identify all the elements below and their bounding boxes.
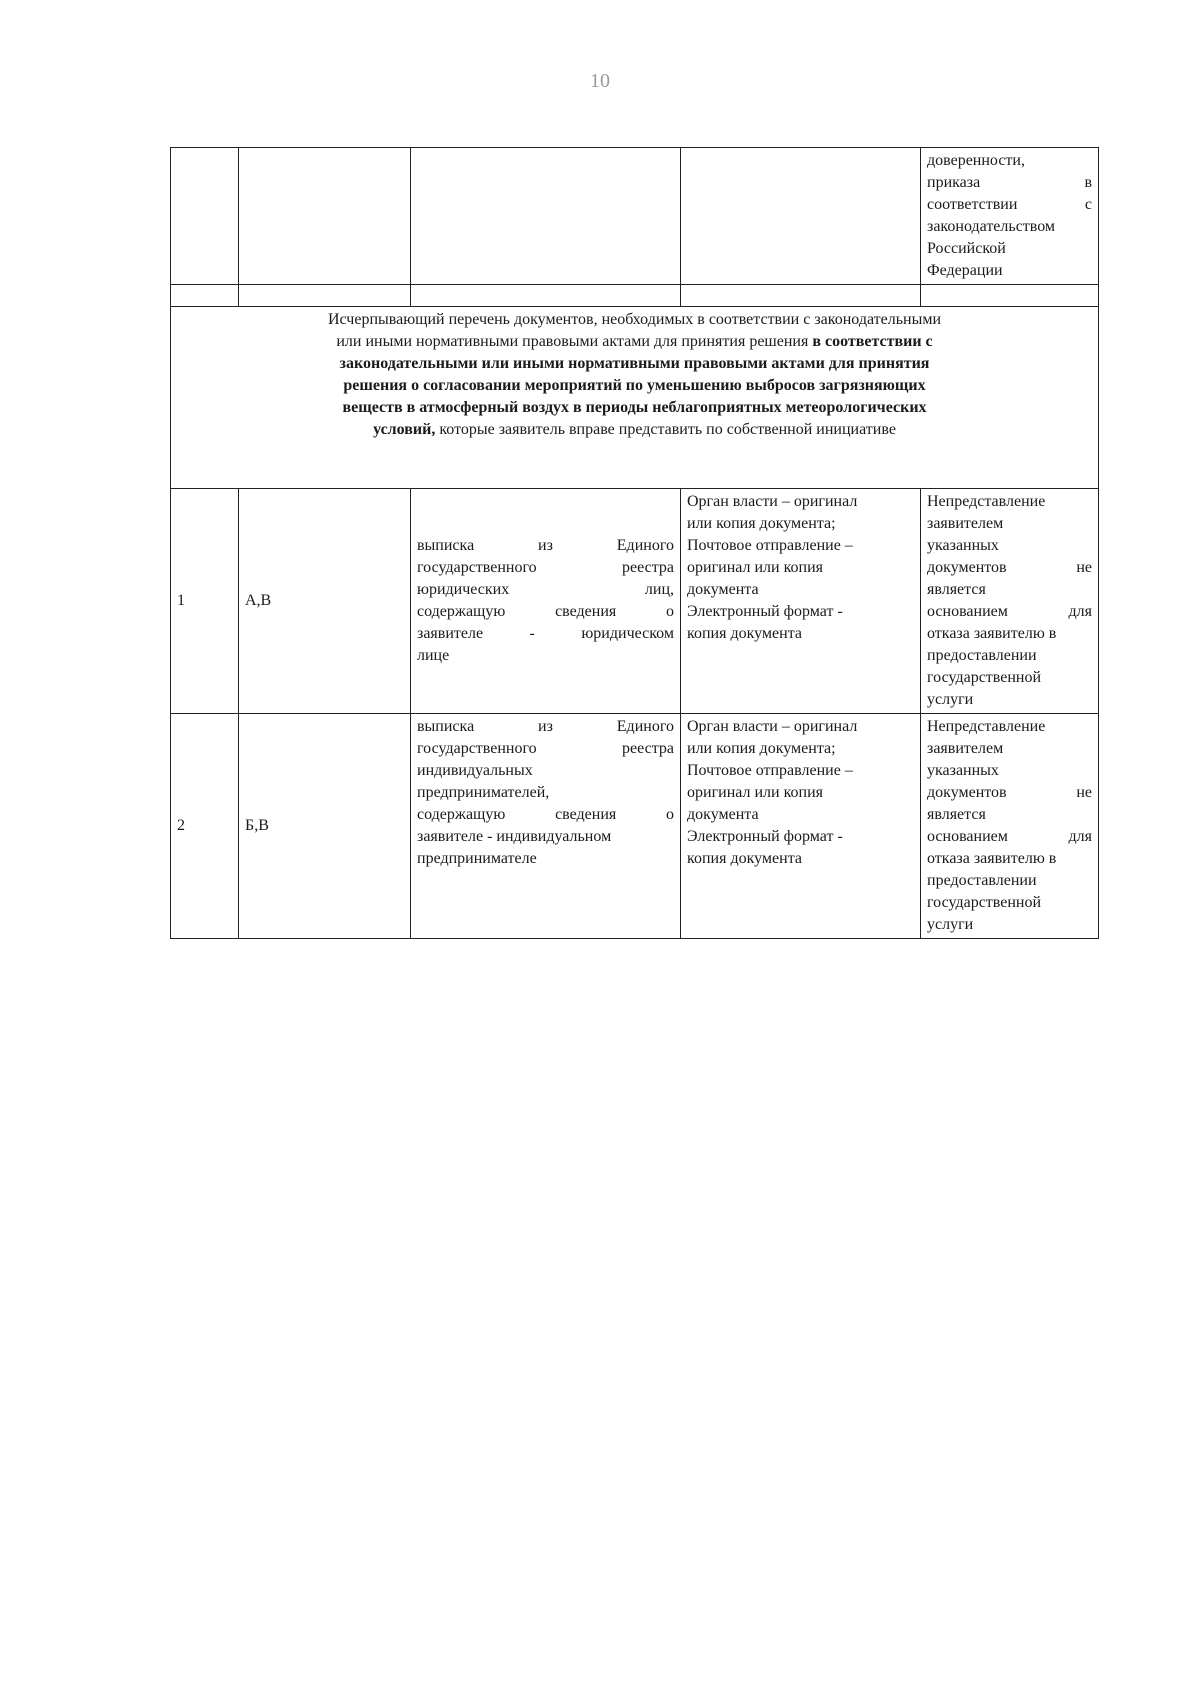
text-line: заявителе - индивидуальном [417,828,612,845]
text-line: оригинал или копия [687,784,824,801]
row-number: 2 [171,714,239,939]
word: о [666,806,674,823]
text-line: заявителем [927,740,1004,757]
text-line [927,557,1092,579]
documents-table [170,147,1099,939]
word: лиц, [644,581,674,598]
non-submission-consequence [921,489,1099,714]
section-line: условий, которые заявитель вправе представить по собственной инициативе [373,421,896,438]
text-line: копия документа [687,850,802,867]
word: - [529,625,535,642]
section-line: решения о согласовании мероприятий по уменьшению выбросов загрязняющих [343,377,926,394]
section-line: законодательными или иными нормативными правовыми актами для принятия [339,355,930,372]
text-line: доверенности, [927,152,1025,169]
word: в [1084,174,1092,191]
word: из [538,718,553,735]
word: содержащую [417,603,506,620]
text-line: индивидуальных [417,762,533,779]
text-line: документа [687,581,759,598]
row-number: 1 [171,489,239,714]
text-line: предоставлении [927,647,1037,664]
text-line [927,826,1092,848]
word: приказа [927,174,981,191]
text-line: услуги [927,691,974,708]
word: Единого [616,718,674,735]
text-line: Федерации [927,262,1003,279]
word: реестра [622,559,674,576]
word: не [1076,559,1092,576]
word: сведения [555,603,617,620]
text-line: копия документа [687,625,802,642]
cell-empty [681,285,921,307]
section-line: Исчерпывающий перечень документов, необходимых в соответствии с законодательными [327,311,942,328]
text-line: или копия документа; [687,740,836,757]
cell-empty [681,148,921,285]
text-line [417,623,674,645]
cell-empty [411,285,681,307]
text-line [417,601,674,623]
text-line: отказа заявителю в [927,625,1057,642]
word: основанием [927,828,1008,845]
word: не [1076,784,1092,801]
cell-empty [171,285,239,307]
text-line: Непредставление [927,718,1046,735]
text-line: государственной [927,894,1042,911]
text-line [417,804,674,826]
section-heading [171,307,1099,489]
word: документов [927,559,1007,576]
text-line [417,716,674,738]
word: с [1084,196,1092,213]
text-line [927,782,1092,804]
text-line: Электронный формат - [687,828,843,845]
continuation-row [171,148,1099,285]
cell-continuation-text [921,148,1099,285]
word: документов [927,784,1007,801]
text-line [927,194,1092,216]
word: содержащую [417,806,506,823]
text-line: указанных [927,762,999,779]
section-header-row [171,307,1099,489]
word: юридических [417,581,510,598]
non-submission-consequence [921,714,1099,939]
word: соответствии [927,196,1018,213]
text-line: государственной [927,669,1042,686]
word: государственного [417,559,537,576]
text-line [417,738,674,760]
page-number: 10 [590,70,610,92]
word: выписка [417,537,475,554]
word: для [1068,603,1092,620]
text-line: Орган власти – оригинал [687,493,858,510]
cell-empty [239,148,411,285]
document-name [411,489,681,714]
section-line: веществ в атмосферный воздух в периоды неблагоприятных метеорологических [342,399,927,416]
text-line [417,535,674,557]
word: из [538,537,553,554]
table-row [171,714,1099,939]
table-row [171,489,1099,714]
applicant-category: Б,В [239,714,411,939]
cell-empty [411,148,681,285]
text-line: Непредставление [927,493,1046,510]
document-name [411,714,681,939]
submission-format [681,714,921,939]
text-line: оригинал или копия [687,559,824,576]
text-line: Почтовое отправление – [687,762,853,779]
word: для [1068,828,1092,845]
text-line: или копия документа; [687,515,836,532]
text-line [417,557,674,579]
text-line: документа [687,806,759,823]
text-line: Электронный формат - [687,603,843,620]
text-line [927,601,1092,623]
section-line: или иными нормативными правовыми актами для принятия решения в соответствии с [336,333,933,350]
word: юридическом [581,625,674,642]
text-line [417,579,674,601]
text-line: услуги [927,916,974,933]
word: заявителе [417,625,484,642]
text-line: предпринимателе [417,850,537,867]
text-line: Почтовое отправление – [687,537,853,554]
word: основанием [927,603,1008,620]
text-line: Орган власти – оригинал [687,718,858,735]
word: Единого [616,537,674,554]
text-line: является [927,806,986,823]
text-line: заявителем [927,515,1004,532]
text-line: указанных [927,537,999,554]
submission-format [681,489,921,714]
cell-empty [239,285,411,307]
cell-empty [921,285,1099,307]
applicant-category: А,В [239,489,411,714]
text-line: отказа заявителю в [927,850,1057,867]
word: реестра [622,740,674,757]
text-line [927,172,1092,194]
word: о [666,603,674,620]
word: сведения [555,806,617,823]
text-line: предоставлении [927,872,1037,889]
cell-empty [171,148,239,285]
text-line: законодательством [927,218,1056,235]
text-line: лице [417,647,450,664]
word: выписка [417,718,475,735]
text-line: предпринимателей, [417,784,550,801]
text-line: является [927,581,986,598]
text-line: Российской [927,240,1006,257]
word: государственного [417,740,537,757]
empty-row [171,285,1099,307]
